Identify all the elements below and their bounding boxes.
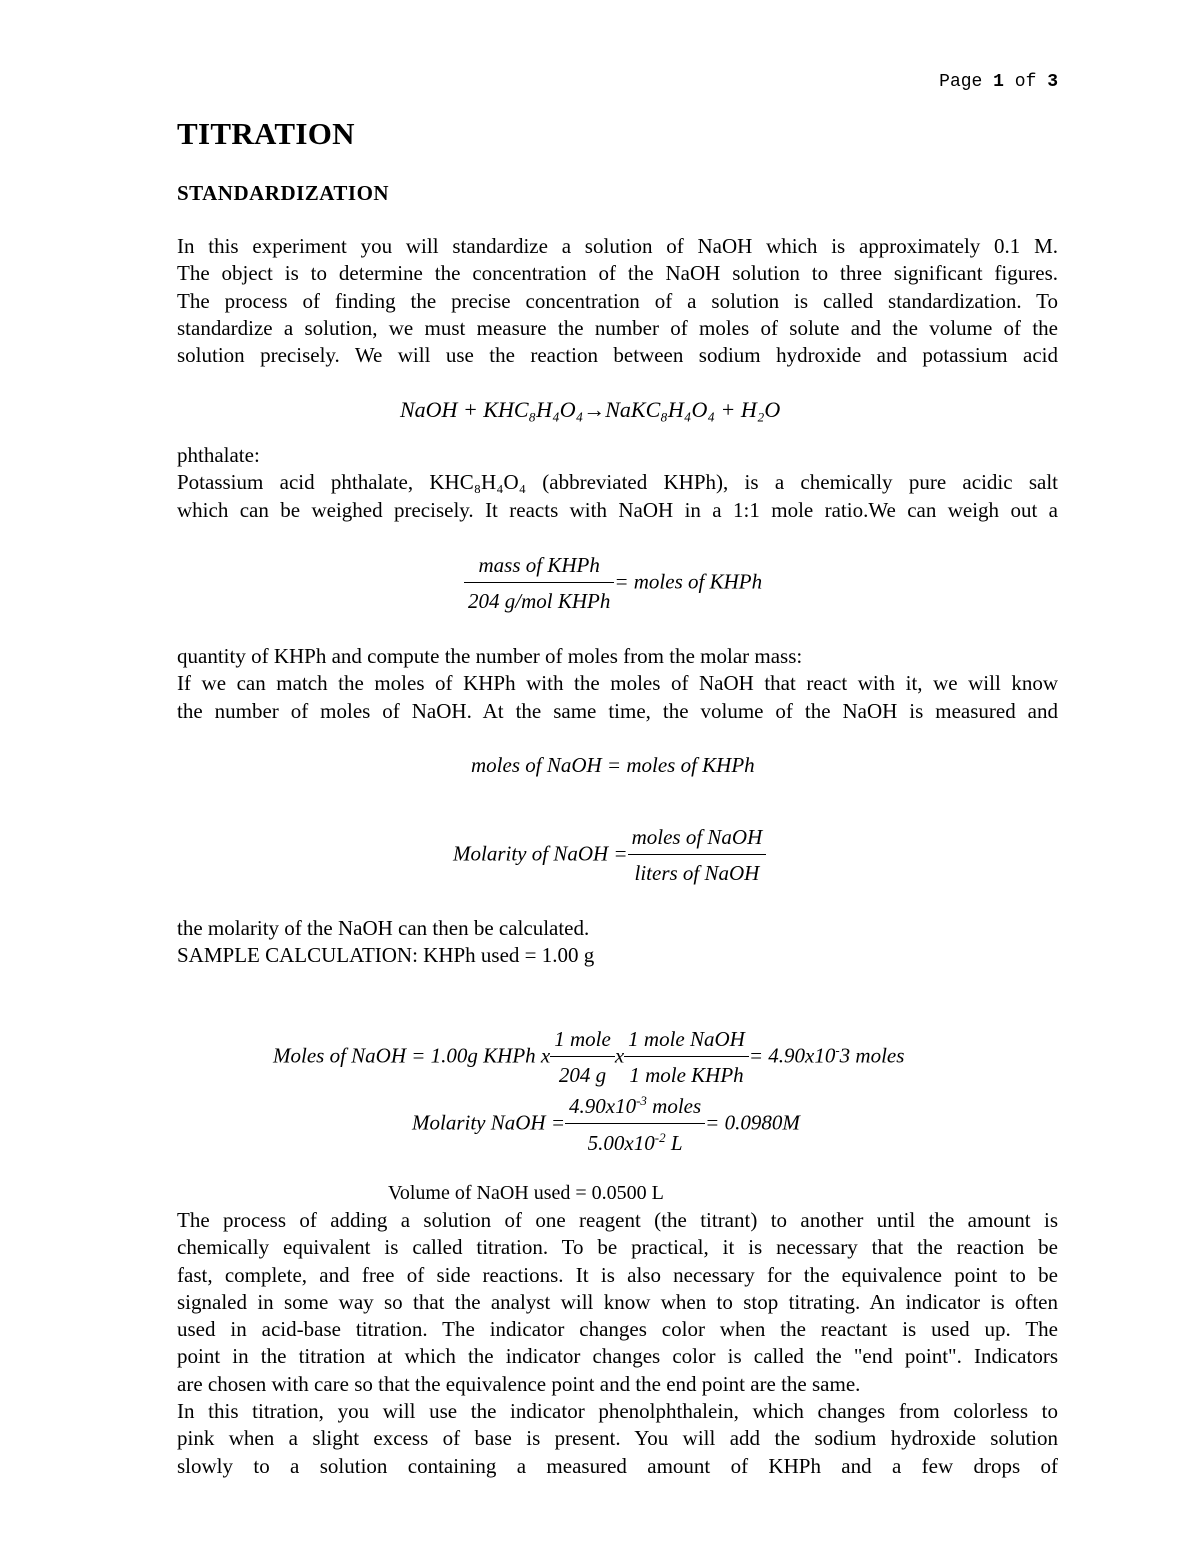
fraction-ratio bbox=[624, 1027, 749, 1088]
text-line: are chosen with care so that the equivalence point and the end point are the same. bbox=[177, 1371, 861, 1396]
fraction-denominator: 204 g/mol KHPh bbox=[468, 589, 611, 613]
sample-moles-equation bbox=[273, 1027, 904, 1088]
text-line: point in the titration at which the indicator changes color is called the "end point". Indicators bbox=[177, 1344, 1058, 1369]
text-line: which can be weighed precisely. It reacts with NaOH in a 1:1 mole ratio.We can weigh out a bbox=[177, 497, 1058, 522]
fraction-mole bbox=[550, 1027, 615, 1088]
document-title: TITRATION bbox=[177, 116, 355, 151]
text-line: Volume of NaOH used = 0.0500 L bbox=[388, 1182, 664, 1204]
sample-molarity-equation bbox=[412, 1093, 800, 1156]
text-line: Potassium acid phthalate, KHC₈H₄O₄ (abbreviated KHPh), is a chemically pure acidic salt bbox=[177, 470, 1058, 495]
equation-rhs: = moles of KHPh bbox=[614, 569, 763, 594]
paragraph-khph bbox=[177, 442, 1058, 524]
text-line: quantity of KHPh and compute the number of moles from the molar mass: bbox=[177, 644, 803, 668]
text-line: chemically equivalent is called titration. To be practical, it is necessary that the reaction be bbox=[177, 1235, 1058, 1260]
fraction-numerator: $4.90x10^{-3}$ moles bbox=[565, 1093, 705, 1124]
fraction-numerator: moles of NaOH bbox=[628, 825, 767, 855]
paragraph-match bbox=[177, 643, 1058, 725]
section-heading: STANDARDIZATION bbox=[177, 181, 390, 205]
moles-fraction bbox=[464, 553, 614, 614]
text-line: signaled in some way so that the analyst will know when to stop titrating. An indicator is often bbox=[177, 1289, 1058, 1314]
text-line: SAMPLE CALCULATION: KHPh used = 1.00 g bbox=[177, 943, 595, 968]
equation-times: x bbox=[614, 1043, 625, 1068]
equation-rhs: = 4.90x10 bbox=[748, 1043, 836, 1068]
fraction-numerator: 1 mole NaOH bbox=[624, 1027, 749, 1057]
fraction-denominator: 1 mole KHPh bbox=[629, 1063, 744, 1087]
text-line: standardize a solution, we must measure the number of moles of solute and the volume of the bbox=[177, 315, 1058, 340]
text-line: the molarity of the NaOH can then be calculated. bbox=[177, 916, 590, 940]
text-line: used in acid-base titration. The indicator changes color when the reactant is used up. The bbox=[177, 1317, 1058, 1342]
text-line: If we can match the moles of KHPh with the moles of NaOH that react with it, we will know bbox=[177, 671, 1058, 696]
fraction-numerator: mass of KHPh bbox=[464, 553, 614, 583]
paragraph-intro bbox=[177, 233, 1058, 369]
equation-lhs: Molarity NaOH = bbox=[412, 1110, 565, 1135]
text-line: phthalate: bbox=[177, 443, 260, 467]
paragraph-sample bbox=[177, 915, 1058, 970]
text-line: solution precisely. We will use the reaction between sodium hydroxide and potassium acid bbox=[177, 343, 1058, 368]
text-line: The process of adding a solution of one reagent (the titrant) to another until the amount is bbox=[177, 1208, 1058, 1232]
reaction-equation: NaOH + KHC₈H₄O₄→NaKC₈H₄O₄ + H₂O bbox=[400, 397, 781, 422]
fraction-denominator: 204 g bbox=[558, 1063, 607, 1087]
text-line: pink when a slight excess of base is present. You will add the sodium hydroxide solution bbox=[177, 1426, 1058, 1451]
text-line: The process of finding the precise concentration of a solution is called standardization. To bbox=[177, 288, 1058, 313]
fraction-numerator: 1 mole bbox=[550, 1027, 615, 1057]
equation-rhs: = 0.0980M bbox=[705, 1110, 800, 1135]
page-number: Page 1 of 3 bbox=[939, 72, 1058, 92]
molarity-sample-fraction bbox=[565, 1093, 705, 1156]
fraction-denominator: liters of NaOH bbox=[634, 861, 760, 885]
text-line: In this titration, you will use the indicator phenolphthalein, which changes from colorless to bbox=[177, 1399, 1058, 1424]
molarity-equation bbox=[453, 825, 766, 886]
equation-rhs-unit: 3 moles bbox=[839, 1043, 905, 1068]
text-line: slowly to a solution containing a measured amount of KHPh and a few drops of bbox=[177, 1453, 1058, 1478]
moles-equation bbox=[464, 553, 762, 614]
text-line: fast, complete, and free of side reactions. It is also necessary for the equivalence point to be bbox=[177, 1262, 1058, 1287]
equation-lhs: Moles of NaOH = 1.00g KHPh x bbox=[273, 1043, 551, 1068]
equation-lhs: Molarity of NaOH = bbox=[453, 841, 628, 866]
volume-line bbox=[388, 1180, 988, 1207]
fraction-denominator: $5.00x10^{-2}$ L bbox=[587, 1130, 683, 1155]
molarity-fraction bbox=[628, 825, 767, 886]
text-line: In this experiment you will standardize a solution of NaOH which is approximately 0.1 M. bbox=[177, 234, 1058, 258]
text-line: the number of moles of NaOH. At the same time, the volume of the NaOH is measured and bbox=[177, 698, 1058, 723]
paragraph-titration bbox=[177, 1207, 1058, 1480]
moles-equality-equation: moles of NaOH = moles of KHPh bbox=[471, 753, 755, 777]
text-line: The object is to determine the concentration of the NaOH solution to three significant figures. bbox=[177, 261, 1058, 286]
exponent: - bbox=[835, 1042, 840, 1058]
